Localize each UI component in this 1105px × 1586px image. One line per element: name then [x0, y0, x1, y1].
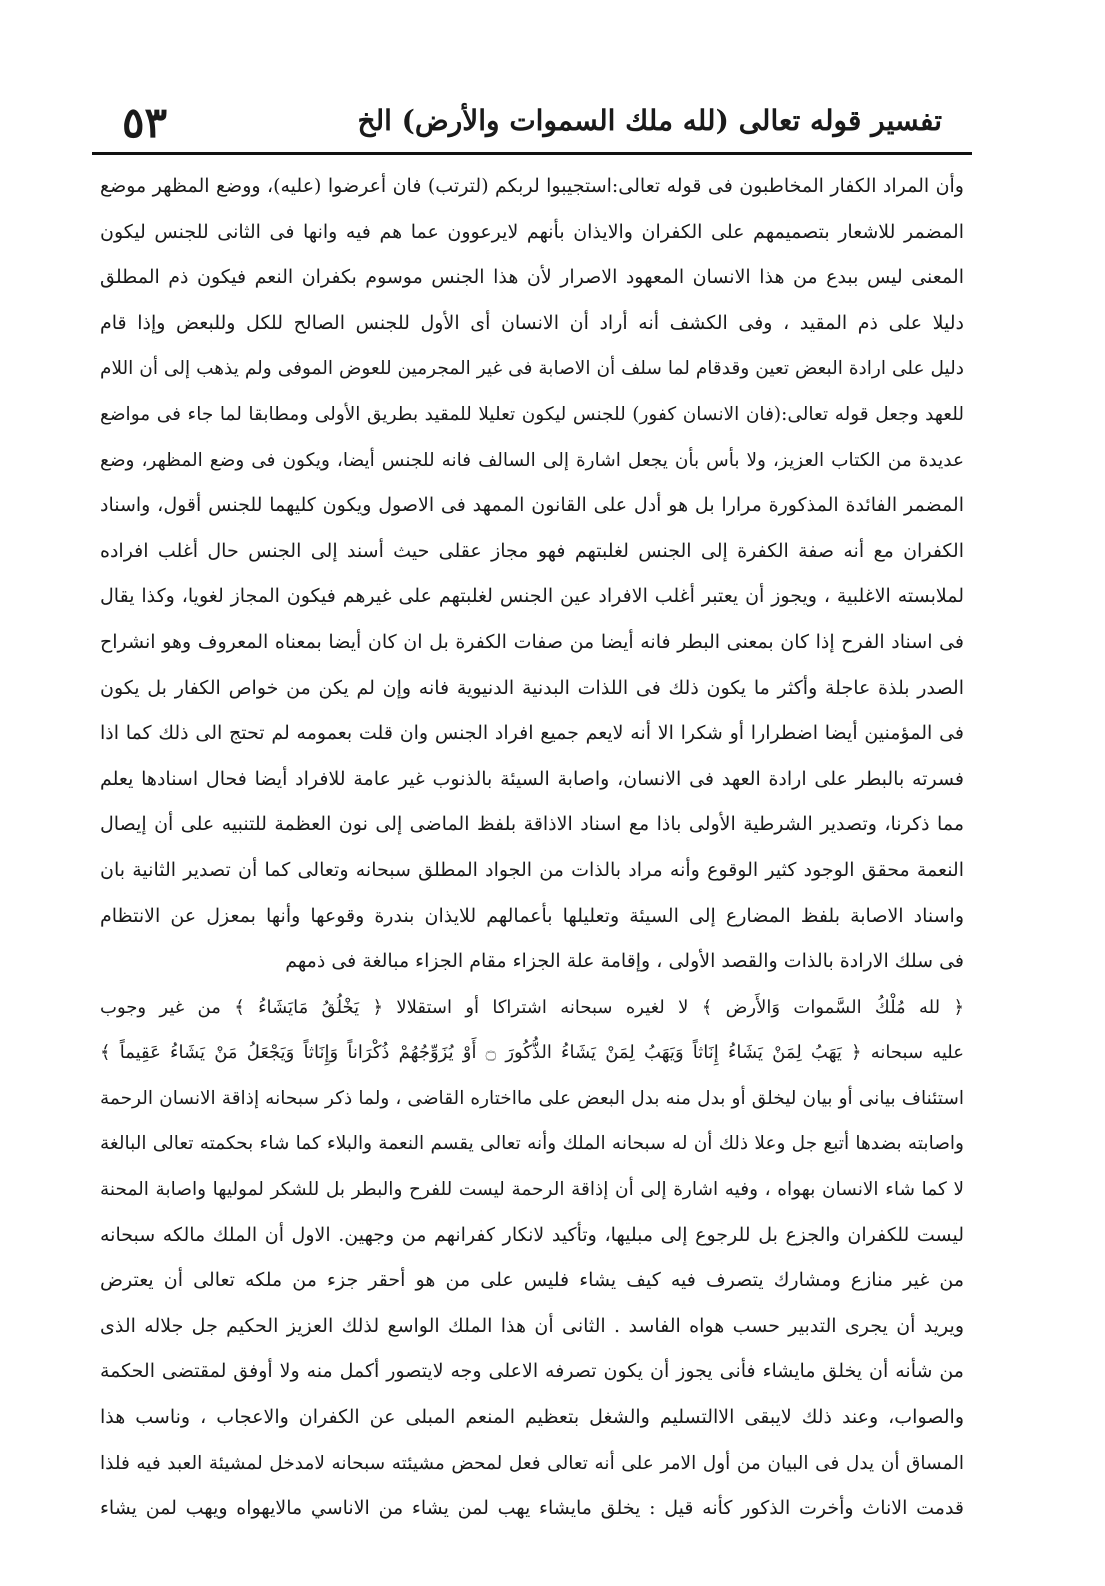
text-line: فى اسناد الفرح إذا كان بمعنى البطر فانه أيضا من صفات الكفرة بل ان كان أيضا بمعناه المعروف وهو انشراح [100, 630, 964, 653]
text-line: واصابته بضدها أتبع جل وعلا ذلك أن له سبحانه الملك وأنه تعالى يقسم النعمة والبلاء كما شاء بحكمته تعالى البالغة [100, 1133, 964, 1155]
text-line: وأن المراد الكفار المخاطبون فى قوله تعالى:استجيبوا لربكم (لترتب) فان أعرضوا (عليه)، ووضع المظهر موضع [100, 175, 964, 197]
text-line: ويريد أن يجرى التدبير حسب هواه الفاسد . الثانى أن هذا الملك الواسع لذلك العزيز الحكيم جل جلاله الذى [100, 1314, 964, 1337]
text-line: المضمر الفائدة المذكورة مرارا بل هو أدل على القانون الممهد فى الاصول ويكون كليهما للجنس أقول، واسناد [100, 494, 964, 517]
verse-line: ﴿ لله مُلْكُ السَّموات وَالأَرض ﴾ لا لغيره سبحانه اشتراكا أو استقلالا ﴿ يَخْلُقُ مَايَشَاءُ ﴾ من غير وجوب [100, 996, 964, 1018]
text-line: لملابسته الاغلبية ، ويجوز أن يعتبر أغلب الافراد عين الجنس لغلبتهم على غيرهم فيكون المجاز لغويا، وكذا يقال [100, 585, 964, 608]
header-rule [92, 152, 972, 155]
text-line: المساق أن يدل فى البيان من أول الامر على أنه تعالى فعل لمحض مشيئته سبحانه لامدخل لمشيئة العبد فيه فلذا [100, 1452, 964, 1474]
text-line: والصواب، وعند ذلك لايبقى الاالتسليم والشغل بتعظيم المنعم المبلى عن الكفران والاعجاب ، وناسب هذا [100, 1406, 964, 1429]
text-line: المضمر للاشعار بتصميمهم على الكفران والايذان بأنهم لايرعوون عما هم فيه وانها فى الثانى للجنس ليكون [100, 220, 964, 243]
text-line: لا كما شاء الانسان بهواه ، وفيه اشارة إلى أن إذاقة الرحمة ليست للفرح والبطر بل للشكر لموليها واصابة المحنة [100, 1179, 964, 1201]
text-line: النعمة محقق الوجود كثير الوقوع وأنه مراد بالذات من الجواد المطلق سبحانه وتعالى كما أن تصدير الثانية بان [100, 858, 964, 881]
text-line: دليل على ارادة البعض تعين وقدقام لما سلف أن الاصابة فى غير المجرمين للعوض الموفى ولم يذهب إلى أن اللام [100, 358, 964, 380]
page-number: ٥٣ [122, 98, 168, 147]
verse-line: عليه سبحانه ﴿ يَهَبُ لِمَنْ يَشَاءُ إِنَاثاً وَيَهَبُ لِمَنْ يَشَاءُ الذُّكُورَ ۝ أَوْ يُزَوِّجُهُمْ ذُكْرَاناً وَإِنَاثاً وَيَجْعَلُ مَنْ يَشَاءُ عَقِيماً ﴾ [100, 1042, 964, 1064]
text-line: فسرته بالبطر على ارادة العهد فى الانسان، واصابة السيئة بالذنوب غير عامة للافراد أيضا فحال اسنادها يعلم [100, 767, 964, 790]
commentary-text [100, 164, 964, 1532]
text-line: المعنى ليس ببدع من هذا الانسان المعهود الاصرار لأن هذا الجنس موسوم بكفران النعم فيكون ذم المطلق [100, 266, 964, 289]
text-line: من شأنه أن يخلق مايشاء فأنى يجوز أن يكون تصرفه الاعلى وجه لايتصور أكمل منه ولا أوفق لمقتضى الحكمة [100, 1360, 964, 1383]
text-line: للعهد وجعل قوله تعالى:(فان الانسان كفور) للجنس ليكون تعليلا للمقيد بطريق الأولى ومطابقا لما جاء فى مواضع [100, 403, 964, 425]
text-line: فى سلك الارادة بالذات والقصد الأولى ، وإقامة علة الجزاء مقام الجزاء مبالغة فى ذمهم [285, 950, 964, 973]
text-line: فى المؤمنين أيضا اضطرارا أو شكرا الا أنه لايعم جميع افراد الجنس وان قلت بعمومه لم تحتج الى ذلك كما اذا [100, 722, 964, 745]
text-line: من غير منازع ومشارك يتصرف فيه كيف يشاء فليس على من هو أحقر جزء من ملكه تعالى أن يعترض [100, 1269, 964, 1292]
text-line: قدمت الاناث وأخرت الذكور كأنه قيل : يخلق مايشاء يهب لمن يشاء من الاناسي مالايهواه ويهب لمن يشاء [100, 1497, 964, 1520]
text-line: واسناد الاصابة بلفظ المضارع إلى السيئة وتعليلها بأعمالهم للايذان بندرة وقوعها وأنها بمعزل عن الانتظام [100, 904, 964, 927]
text-line: ليست للكفران والجزع بل للرجوع إلى مبليها، وتأكيد لانكار كفرانهم من وجهين. الاول أن الملك مالكه سبحانه [100, 1223, 964, 1246]
text-line: الصدر بلذة عاجلة وأكثر ما يكون ذلك فى اللذات البدنية الدنيوية فانه وإن لم يكن من خواص الكفار بل يكون [100, 676, 964, 699]
text-line: عديدة من الكتاب العزيز، ولا بأس بأن يجعل اشارة إلى السالف فانه للجنس أيضا، ويكون فى وضع المظهر، وضع [100, 449, 964, 471]
text-line: دليلا على ذم المقيد ، وفى الكشف أنه أراد أن الانسان أى الأول للجنس الصالح للكل وللبعض وإذا قام [100, 311, 964, 334]
text-line: استئناف بيانى أو بيان ليخلق أو بدل منه بدل البعض على مااختاره القاضى ، ولما ذكر سبحانه إذاقة الانسان الرحمة [100, 1087, 964, 1109]
text-line: الكفران مع أنه صفة الكفرة إلى الجنس لغلبتهم فهو مجاز عقلى حيث أسند إلى الجنس حال أغلب افراده [100, 539, 964, 562]
text-line: مما ذكرنا، وتصدير الشرطية الأولى باذا مع اسناد الاذاقة بلفظ الماضى إلى نون العظمة للتنبيه على أن إيصال [100, 813, 964, 836]
page-header [92, 96, 972, 152]
running-title: تفسير قوله تعالى (لله ملك السموات والأرض) الخ [357, 104, 942, 137]
